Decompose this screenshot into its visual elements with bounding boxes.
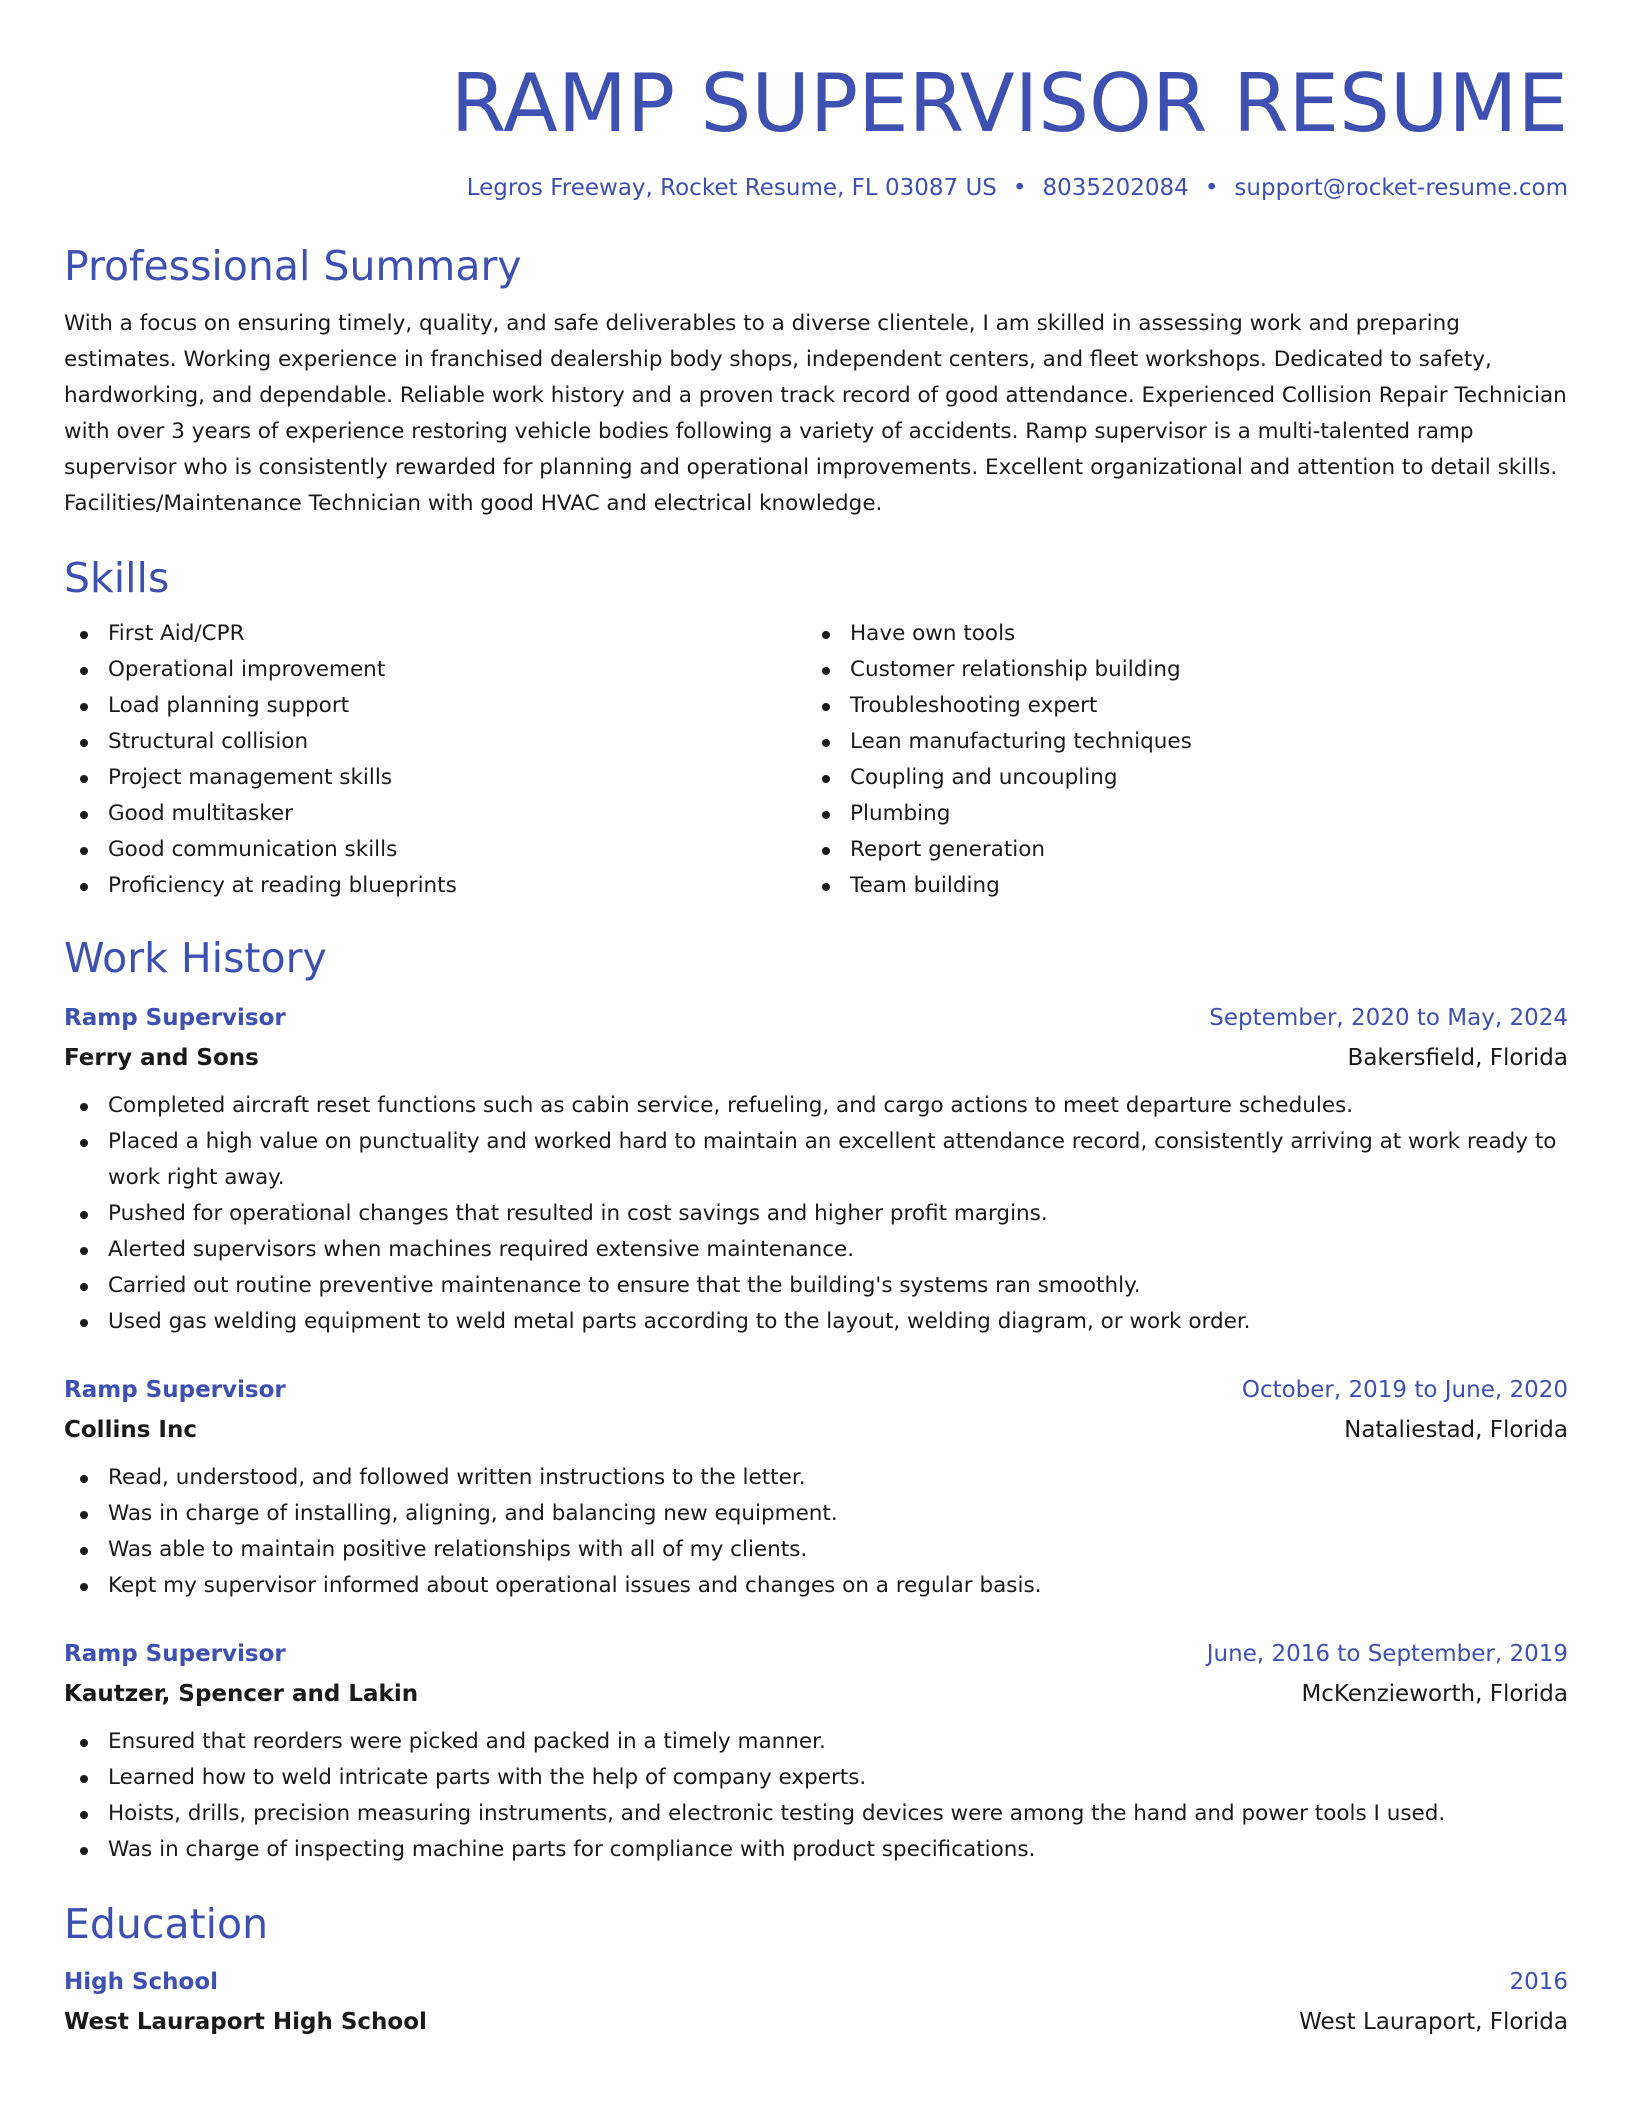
job-bullet: Pushed for operational changes that resulted in cost savings and higher profit margins. [64, 1196, 1568, 1232]
job-entry [64, 1634, 1568, 1868]
education-heading: Education [64, 1900, 269, 1948]
job-bullets [64, 1460, 1568, 1604]
job-header-row [64, 1634, 1568, 1674]
job-bullet: Was able to maintain positive relationships with all of my clients. [64, 1532, 1568, 1568]
summary-text: With a focus on ensuring timely, quality, and safe deliverables to a diverse clientele, I am skilled in assessing work and preparing estimates. Working experience in franchised dealership body shops, independent centers, and fleet workshops. Dedicated to safety, hardworking, and dependable. Reliable work history and a proven track record of good attendance. Experienced Collision Repair Technician with over 3 years of experience restoring vehicle bodies following a variety of accidents. Ramp supervisor is a multi-talented ramp supervisor who is consistently rewarded for planning and operational improvements. Excellent organizational and attention to detail skills. Facilities/Maintenance Technician with good HVAC and electrical knowledge. [64, 311, 1567, 516]
job-title: Ramp Supervisor [64, 1377, 286, 1403]
job-bullet: Placed a high value on punctuality and worked hard to maintain an excellent attendance record, consistently arriving at work ready to work right away. [64, 1124, 1568, 1196]
job-bullet: Ensured that reorders were picked and packed in a timely manner. [64, 1724, 1568, 1760]
education-school-row [64, 2002, 1568, 2042]
skill-item: Have own tools [806, 616, 1548, 652]
skill-item: Plumbing [806, 796, 1548, 832]
skill-item: Customer relationship building [806, 652, 1548, 688]
job-bullet: Completed aircraft reset functions such as cabin service, refueling, and cargo actions to meet departure schedules. [64, 1088, 1568, 1124]
contact-email: support@rocket-resume.com [1234, 175, 1568, 201]
job-location: Nataliestad, Florida [1344, 1417, 1568, 1443]
education-degree: High School [64, 1969, 219, 1995]
skill-item: Report generation [806, 832, 1548, 868]
skill-item: Structural collision [64, 724, 806, 760]
job-bullet: Carried out routine preventive maintenance to ensure that the building's systems ran smoothly. [64, 1268, 1568, 1304]
job-entry [64, 1370, 1568, 1604]
skills-column-right [806, 616, 1548, 904]
education-header-row [64, 1962, 1568, 2002]
job-dates: September, 2020 to May, 2024 [1209, 1005, 1568, 1031]
job-bullet: Learned how to weld intricate parts with the help of company experts. [64, 1760, 1568, 1796]
job-bullet: Kept my supervisor informed about operational issues and changes on a regular basis. [64, 1568, 1568, 1604]
job-dates: June, 2016 to September, 2019 [1206, 1641, 1568, 1667]
job-bullet: Hoists, drills, precision measuring instruments, and electronic testing devices were among the hand and power tools I used. [64, 1796, 1568, 1832]
skill-item: First Aid/CPR [64, 616, 806, 652]
resume-page [64, 0, 1568, 2042]
job-company: Kautzer, Spencer and Lakin [64, 1681, 419, 1707]
job-bullet: Was in charge of inspecting machine parts for compliance with product specifications. [64, 1832, 1568, 1868]
job-bullet: Was in charge of installing, aligning, and balancing new equipment. [64, 1496, 1568, 1532]
skill-item: Coupling and uncoupling [806, 760, 1548, 796]
skills-heading: Skills [64, 554, 170, 602]
job-bullet: Read, understood, and followed written instructions to the letter. [64, 1460, 1568, 1496]
job-company-row [64, 1410, 1568, 1450]
job-header-row [64, 998, 1568, 1038]
skill-item: Team building [806, 868, 1548, 904]
job-company-row [64, 1038, 1568, 1078]
education-entry [64, 1962, 1568, 2042]
contact-line [64, 172, 1568, 204]
job-entry [64, 998, 1568, 1340]
contact-address: Legros Freeway, Rocket Resume, FL 03087 US [466, 175, 997, 201]
job-bullets [64, 1088, 1568, 1340]
job-company: Ferry and Sons [64, 1045, 259, 1071]
job-location: McKenzieworth, Florida [1301, 1681, 1568, 1707]
job-bullets [64, 1724, 1568, 1868]
skill-item: Operational improvement [64, 652, 806, 688]
skills-grid [64, 616, 1568, 904]
contact-phone: 8035202084 [1042, 175, 1189, 201]
skill-item: Good communication skills [64, 832, 806, 868]
summary-heading: Professional Summary [64, 242, 522, 290]
contact-separator: • [1204, 175, 1219, 201]
skills-column-left [64, 616, 806, 904]
resume-title: RAMP SUPERVISOR RESUME [450, 57, 1568, 150]
job-title: Ramp Supervisor [64, 1005, 286, 1031]
skill-item: Troubleshooting expert [806, 688, 1548, 724]
job-company-row [64, 1674, 1568, 1714]
job-header-row [64, 1370, 1568, 1410]
job-bullet: Alerted supervisors when machines required extensive maintenance. [64, 1232, 1568, 1268]
contact-separator: • [1012, 175, 1027, 201]
job-bullet: Used gas welding equipment to weld metal parts according to the layout, welding diagram, or work order. [64, 1304, 1568, 1340]
job-title: Ramp Supervisor [64, 1641, 286, 1667]
skill-item: Load planning support [64, 688, 806, 724]
skill-item: Proficiency at reading blueprints [64, 868, 806, 904]
job-company: Collins Inc [64, 1417, 197, 1443]
job-location: Bakersfield, Florida [1347, 1045, 1568, 1071]
education-year: 2016 [1509, 1969, 1568, 1995]
skill-item: Good multitasker [64, 796, 806, 832]
work-history-heading: Work History [64, 934, 327, 982]
education-school: West Lauraport High School [64, 2009, 427, 2035]
skill-item: Project management skills [64, 760, 806, 796]
education-location: West Lauraport, Florida [1299, 2009, 1568, 2035]
skill-item: Lean manufacturing techniques [806, 724, 1548, 760]
job-dates: October, 2019 to June, 2020 [1241, 1377, 1568, 1403]
